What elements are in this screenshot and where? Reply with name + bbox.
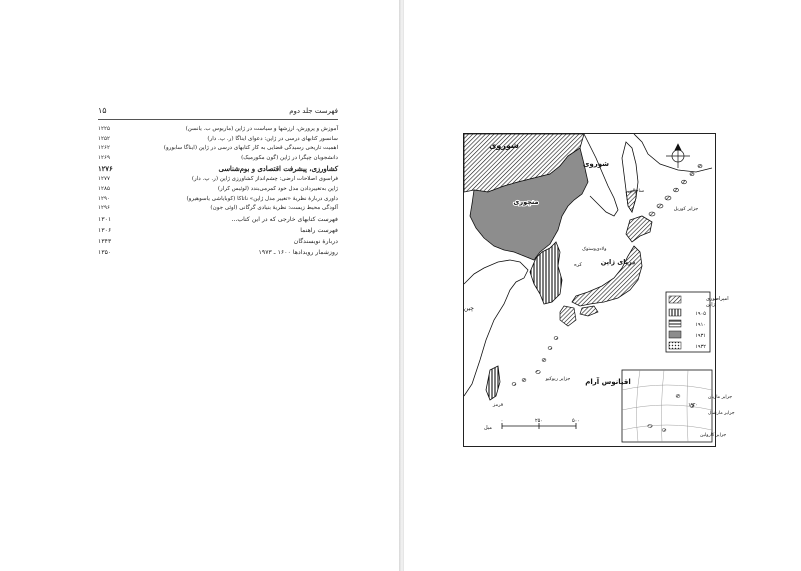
toc-entry-title: سانسور کتابهای درسی در ژاپن: دعوای ایناگا (ر. پ. دار) [207,135,338,142]
toc-entry [98,175,338,185]
toc-entry-page: ۱۲۷۷ [98,176,111,183]
toc-entry-title: فهرست راهنما [300,226,338,234]
inset-label-marianas: جزایر ماریان [708,395,733,400]
label-china: چین [463,305,474,312]
scale-unit: میل [484,425,492,431]
legend-year-1931: ۱۹۳۱ [695,333,706,339]
toc-entry [98,125,338,135]
legend-swatch-1910 [669,320,681,327]
hokkaido-island [626,216,652,242]
toc-entry-title: دربارهٔ نویسندگان [293,237,338,245]
toc-entry-page: ۱۲۸۵ [98,185,111,192]
label-kuril: جزایر کوریل [673,207,699,212]
toc-entry-title: کشاورزی، پیشرفت اقتصادی و بوم‌شناسی [218,165,338,174]
label-manchuria: منچوری [513,198,539,206]
toc-entry-page: ۱۳۵۰ [98,248,112,256]
legend-swatch-1932 [669,342,681,349]
formosa-island [486,366,500,400]
inset-year: ۱۹۲۰ [688,403,698,408]
label-sakhalin: ساخالین [627,189,644,194]
legend-year-1932: ۱۹۳۲ [695,344,706,350]
toc-entry-title: روزشمار رویدادها ۱۶۰۰ ـ ۱۹۷۳ [258,248,338,256]
honshu-island [572,246,642,306]
japan-empire-map [463,133,735,447]
label-vladivostok: ولادی‌وستوک [582,247,607,252]
toc-entry-title: آموزش و پرورش، ارزشها و سیاست در ژاپن (ماریوس ب. یانسن) [185,126,338,132]
toc-entry [98,154,338,164]
toc-entry-page: ۱۳۰۶ [98,226,112,234]
toc-entry-page: ۱۲۶۲ [98,145,111,152]
label-pacific: اقیانوس آرام [585,378,631,386]
compass-rose [666,144,690,168]
scale-tick-0: ۰ [500,418,504,424]
page-number: ۱۵ [98,106,107,115]
legend-title-1: امپراطوری [706,296,729,302]
toc-entry [98,225,338,236]
label-korea: کره [574,262,582,268]
scale-tick-250: ۲۵۰ [534,418,544,424]
toc-entry-page: ۱۳۴۳ [98,237,112,245]
toc-entry-page: ۱۲۵۲ [98,135,111,142]
kyushu-island [560,306,576,326]
toc-entry [98,247,338,258]
header-title: فهرست جلد دوم [289,107,338,115]
label-formosa: فرمز [492,403,504,408]
toc-entry-title: فهرست کتابهای خارجی که در این کتاب... [231,215,338,223]
toc-entry [98,195,338,205]
label-ryukyu: جزایر ریوکیو [545,377,571,382]
toc-entry-page: ۱۲۲۵ [98,126,111,132]
table-of-contents [98,125,338,258]
scale-bar [484,418,580,431]
label-soviet-north: شوروی [582,160,610,168]
toc-entry-title: ژاپن به‌تغییردادن مدل خود کمرمی‌بندد (لوئیس کرار) [217,185,338,192]
toc-entry-page: ۱۲۶۹ [98,154,111,161]
legend-swatch-1905 [669,309,681,316]
toc-entry-title: فراسوی اصلاحات ارضی: چشم‌انداز کشاورزی ژاپن (ر. پ. دار) [191,176,338,183]
toc-entry-title: اهمیت تاریخی رسیدگی قضایی به کار کتابهای درسی در ژاپن (ایناگا سابورو) [163,145,338,152]
legend-swatch-base [669,296,681,303]
inset-label-marshall: جزایر مارشال [708,411,735,416]
legend-swatch-1931 [669,331,681,338]
toc-entry-page: ۱۲۹۰ [98,195,111,202]
legend-title-2: ژاپن [706,302,716,308]
toc-entry-page: ۱۳۰۱ [98,215,112,223]
toc-entry-page: ۱۲۷۶ [98,165,113,174]
legend-year-1905: ۱۹۰۵ [695,311,706,317]
soviet-east-coast [584,134,618,216]
toc-entry [98,135,338,145]
toc-entry-title: دانشجویان چپگرا در ژاپن (گون مکورمیک) [241,154,338,161]
inset-label-caroline: جزایر کارولین [700,433,727,438]
label-sea-of-japan: دریای ژاپن [600,258,636,266]
toc-section-heading [98,163,338,175]
toc-entry-page: ۱۲۹۶ [98,205,111,212]
map-svg [463,134,735,445]
toc-entry [98,185,338,195]
label-soviet-west: شوروی [489,141,519,150]
shikoku-island [580,306,598,316]
left-page [0,0,400,571]
toc-entry-title: داوری دربارهٔ نظریهٔ «تغییر مدل ژاپن» ناتاکا (کوبایاشی یاسوهیرو) [186,195,338,202]
scale-tick-500: ۵۰۰ [571,418,581,424]
toc-entry [98,214,338,225]
toc-entry [98,236,338,247]
legend-year-1910: ۱۹۱۰ [695,322,706,328]
toc-entry-title: آلودگی محیط زیست: نظریهٔ بنیادی گرگانی (اوئی جون) [210,205,338,212]
page-header [98,107,338,119]
header-rule [98,119,338,120]
toc-entry [98,144,338,154]
toc-entry [98,204,338,214]
